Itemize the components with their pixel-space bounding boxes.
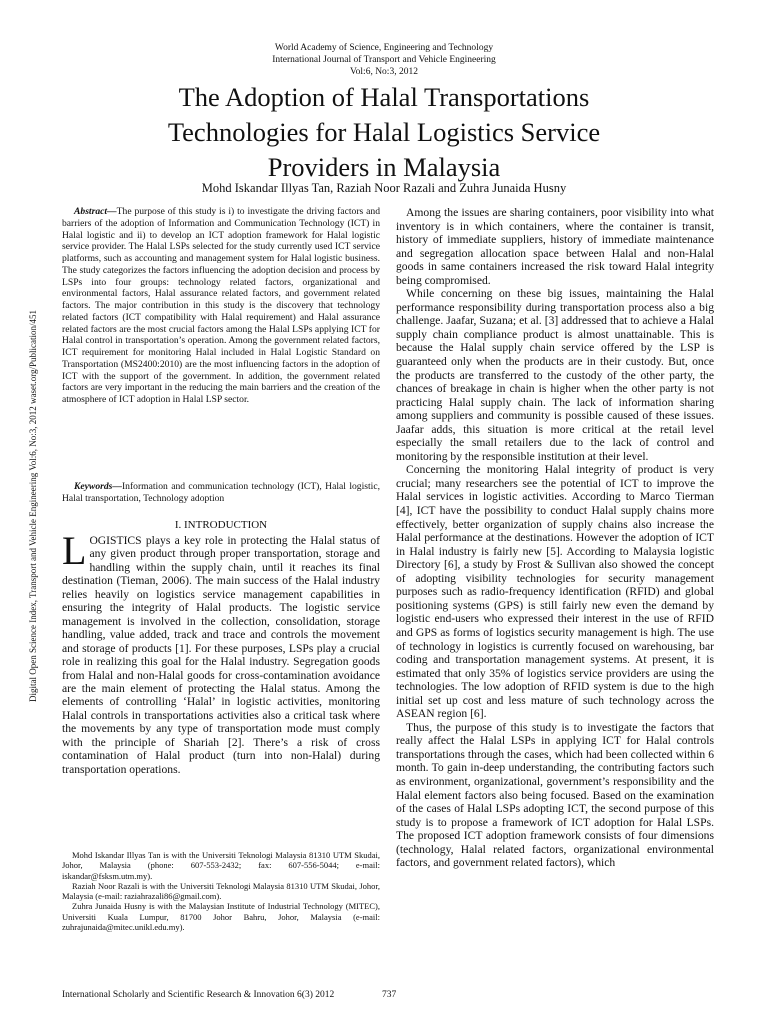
right-column-body (396, 206, 714, 870)
author-list: Mohd Iskandar Illyas Tan, Raziah Noor Razali and Zuhra Junaida Husny (201, 181, 567, 195)
intro-paragraph-1: OGISTICS plays a key role in protecting the Halal status of any given product through proper transportation, storage and handling within the supply chain, until it reaches its final destination (Tieman, 2006). The main success of the Halal industry relies heavily on logistics service management capabilities in ensuring the integrity of Halal products. The logistic service management is involved in the collection, consolidation, storage handling, value added, track and trace and controls the movement and storage of products [1]. For these purposes, LSPs play a crucial role in realizing this goal for the Halal industry. Segregation goods from Halal and non-Halal goods for cross-contamination avoidance are the main element of protecting the Halal status. Among the elements of controlling ‘Halal’ in logistic activities, monitoring Halal controls in transportations activities also a critical task where the movements by any type of transportation mode must comply with the principle of Shariah [2]. There’s a risk of cross contamination of Halal product (turn into non-Halal) during transportation operations. (62, 534, 380, 776)
right-paragraph-4: Thus, the purpose of this study is to investigate the factors that really affect the Halal LSPs in applying ICT for Halal controls transportations through the cases, which had been collected within 6 month. To gain in-deep understanding, the contributing factors such as environment, organizational, government’s responsibility and the Halal element factors also being focused. Based on the examination of the cases of Halal LSPs adopting ICT, the second purpose of this study is to propose a framework of ICT adoption for Halal LSPs. The proposed ICT adoption framework consists of four dimensions (technology, Halal related factors, organizational environmental factors, and government related factors), which (396, 720, 714, 870)
keywords-text: Information and communication technology (ICT), Halal logistic, Halal transportation, Technology adoption (62, 481, 380, 504)
drop-cap: L (62, 528, 87, 573)
header-line-1: World Academy of Science, Engineering and Technology (274, 43, 494, 53)
journal-header (0, 42, 768, 78)
keywords-label: Keywords— (74, 481, 122, 492)
title-line-1: The Adoption of Halal Transportations (178, 82, 590, 112)
footnote-2: Raziah Noor Razali is with the Universiti Teknologi Malaysia 81310 UTM Skudai, Johor, Malaysia (e-mail: raziahrazali86@gmail.com). (62, 880, 380, 902)
abstract-text: The purpose of this study is i) to investigate the driving factors and barriers of the adoption of Information and Communication Technology (ICT) in Halal logistic and ii) to develop an ICT adoption framework for Halal logistic service provider. The Halal LSPs selected for the study currently used ICT service platforms, such as accounting and management system for Halal logistic business. The study categorizes the factors influencing the adoption decision and process by LSPs into four groups: technology related factors, organizational and environmental factors, Halal assurance related factors, and government related factors. The major contribution in this study is the discovery that technology related factors (ICT compatibility with Halal requirement) and Halal assurance related factors are the most crucial factors among the Halal LSPs applying ICT for Halal control in transportation’s operation. Among the government related factors, ICT requirement for monitoring Halal included in Halal Logistic Standard on Transportation (MS2400:2010) are the most influencing factors in the adoption of ICT with the support of the government. In addition, the government related factors are very important in the reducing the main barriers and the creation of the atmosphere of ICT adoption in Halal LSP sector. (62, 206, 380, 405)
footnote-1: Mohd Iskandar Illyas Tan is with the Universiti Teknologi Malaysia 81310 UTM Skudai, Johor, Malaysia (phone: 607-553-2432; fax: 607-556-5044; e-mail: iskandar@fsksm.utm.my). (62, 850, 380, 881)
introduction-body (62, 528, 380, 776)
header-line-3: Vol:6, No:3, 2012 (350, 67, 418, 77)
abstract (62, 206, 380, 406)
right-paragraph-1: Among the issues are sharing containers, poor visibility into what inventory is in which containers, where the container is transit, history of immediate suppliers, history of immediate maintenance and segregation allocation space between Halal and non-Halal goods in same containers increased the risk toward Halal integrity being compromised. (396, 206, 714, 287)
header-line-2: International Journal of Transport and Vehicle Engineering (272, 55, 496, 65)
author-footnotes (62, 850, 380, 932)
footnote-3: Zuhra Junaida Husny is with the Malaysian Institute of Industrial Technology (MITEC), Universiti Kuala Lumpur, 81700 Johor Bahru, Johor, Malaysia (e-mail: zuhrajunaida@mitec.unikl.edu.my). (62, 901, 380, 933)
keywords (62, 481, 380, 505)
sidebar-index-text: Digital Open Science Index, Transport and Vehicle Engineering Vol:6, No:3, 2012 waset.org/Publication/451 (28, 309, 38, 702)
paper-title (60, 80, 708, 185)
title-line-2: Technologies for Halal Logistics Service (167, 117, 601, 147)
footer-journal: International Scholarly and Scientific Research & Innovation 6(3) 2012 (62, 990, 335, 1000)
abstract-label: Abstract— (74, 206, 117, 217)
section-heading-introduction: I. INTRODUCTION (174, 519, 268, 531)
right-paragraph-3: Concerning the monitoring Halal integrity of product is very crucial; many researchers see the potential of ICT to improve the Halal services in logistic activities. According to Marco Tierman [4], ICT have the possibility to conduct Halal supply chains more effectively, better organization of supply chains also increase the Halal performance at the destinations. However the adoption of ICT in Halal industry is fairly new [5]. According to Malaysia logistic Directory [6], a study by Frost & Sullivan also showed the concept of adopting visibility technologies for security management purposes such as radio-frequency identification (RFID) and global positioning systems (GPS) is still fairly new even the demand by logistic end-users who expressed their interest in the use of RFID and GPS as forms of logistics security management is high. The use of technology in logistics is currently focused on warehousing, bar coding and transportation management systems. At present, it is estimated that only 35% of logistics service providers are using the technologies. The low adoption of RFID system is due to the high initial set up cost and less mature of such technology across the ASEAN region [6]. (396, 463, 714, 721)
page-number: 737 (382, 990, 397, 1000)
right-paragraph-2: While concerning on these big issues, maintaining the Halal performance responsibility during transportation process also a big challenge. Jaafar, Suzana; et al. [3] addressed that to achieve a Halal supply chain compliance product is almost unattainable. This is because the Halal supply chain service offered by the LSP is guaranteed only when the products are in their custody. But, once the products are transferred to the custody of the other party, the chances of breakage in chain is higher when the other party is not practicing Halal supply chain. The lack of information sharing among suppliers and community is possible caused of these issues. Jaafar adds, this situation is more critical at the retail level especially the small retailers due to the lack of control and monitoring by the responsible institution at their level. (396, 287, 714, 463)
title-line-3: Providers in Malaysia (267, 152, 501, 182)
